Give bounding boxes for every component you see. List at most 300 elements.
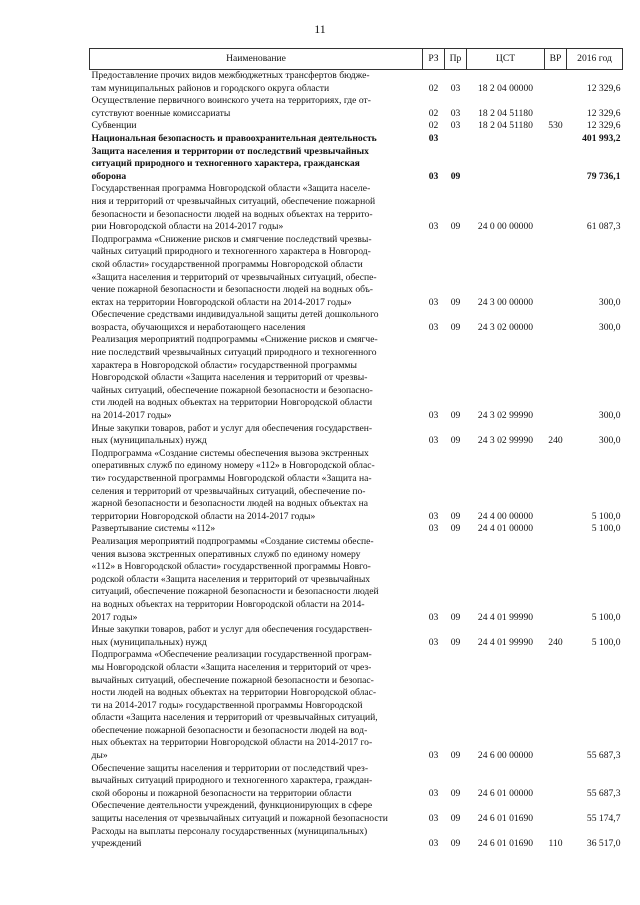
- row-name: ти на 2014-2017 годы» государственной программы Новгородской: [91, 699, 363, 711]
- row-vr: [545, 649, 567, 662]
- table-row: [90, 309, 623, 322]
- row-name: чение пожарной безопасности и безопасности людей на водных объ-: [91, 284, 373, 296]
- row-amount: 300,0: [598, 296, 621, 308]
- row-pr: 09: [450, 838, 461, 850]
- row-pr: [445, 599, 467, 612]
- row-pr: [445, 309, 467, 322]
- row-amount: [567, 775, 623, 788]
- row-amount: [567, 284, 623, 297]
- row-vr: 240: [548, 435, 563, 447]
- row-amount: [567, 146, 623, 159]
- row-name: Обеспечение защиты населения и территории от последствий чрез-: [91, 762, 369, 774]
- row-name: территории Новгородской области на 2014-2017 годы»: [91, 510, 316, 522]
- row-name: ской обороны и пожарной безопасности на территории области: [91, 787, 352, 799]
- header-rz: РЗ: [423, 49, 445, 70]
- row-name: оперативных служб по единому номеру «112» в Новгородской облас-: [91, 460, 375, 472]
- row-pr: 09: [450, 221, 461, 233]
- row-cst: [467, 486, 545, 499]
- table-row: [90, 372, 623, 385]
- row-vr: [545, 750, 567, 763]
- row-amount: [567, 486, 623, 499]
- row-amount: 5 100,0: [591, 510, 621, 522]
- row-name: Государственная программа Новгородской области «Защита населе-: [91, 183, 371, 195]
- row-pr: [445, 649, 467, 662]
- row-vr: [545, 108, 567, 121]
- row-name: Субвенции: [91, 120, 137, 132]
- row-name: Обеспечение средствами индивидуальной защиты детей дошкольного: [91, 309, 379, 321]
- table-row: [90, 662, 623, 675]
- row-amount: [567, 423, 623, 436]
- row-cst: [467, 171, 545, 184]
- row-name: Подпрограмма «Создание системы обеспечения вызова экстренных: [91, 447, 369, 459]
- row-amount: [567, 549, 623, 562]
- row-amount: [567, 397, 623, 410]
- table-row: [90, 322, 623, 335]
- row-amount: [567, 586, 623, 599]
- row-cst: [467, 473, 545, 486]
- table-row: [90, 486, 623, 499]
- row-vr: [545, 347, 567, 360]
- row-amount: [567, 561, 623, 574]
- row-vr: [545, 826, 567, 839]
- row-cst: 24 6 01 01690: [477, 838, 534, 850]
- row-pr: [445, 246, 467, 259]
- row-amount: 401 993,2: [582, 132, 621, 144]
- row-rz: [423, 737, 445, 750]
- table-row: [90, 246, 623, 259]
- table-row: [90, 599, 623, 612]
- table-row: [90, 120, 623, 133]
- row-amount: 79 736,1: [586, 170, 621, 182]
- row-cst: 24 6 01 00000: [477, 787, 534, 799]
- row-cst: 24 4 01 99990: [477, 636, 534, 648]
- row-amount: 61 087,3: [586, 221, 621, 233]
- row-rz: [423, 561, 445, 574]
- table-row: [90, 397, 623, 410]
- row-cst: 24 3 00 00000: [477, 296, 534, 308]
- row-pr: 09: [450, 611, 461, 623]
- row-amount: [567, 473, 623, 486]
- table-row: [90, 536, 623, 549]
- row-pr: [445, 460, 467, 473]
- row-amount: [567, 725, 623, 738]
- table-row: [90, 700, 623, 713]
- row-pr: [445, 423, 467, 436]
- row-amount: [567, 675, 623, 688]
- row-rz: [423, 687, 445, 700]
- row-pr: [445, 448, 467, 461]
- row-amount: [567, 234, 623, 247]
- row-rz: [423, 486, 445, 499]
- row-name: Подпрограмма «Обеспечение реализации государственной програм-: [91, 649, 372, 661]
- row-cst: [467, 133, 545, 146]
- table-row: [90, 158, 623, 171]
- row-name: Развертывание системы «112»: [91, 523, 216, 535]
- row-rz: 02: [428, 82, 439, 94]
- row-pr: [445, 272, 467, 285]
- row-pr: [445, 196, 467, 209]
- row-name: рии Новгородской области на 2014-2017 годы»: [91, 221, 284, 233]
- row-cst: [467, 662, 545, 675]
- row-amount: [567, 95, 623, 108]
- row-cst: [467, 284, 545, 297]
- row-cst: [467, 397, 545, 410]
- row-amount: [567, 360, 623, 373]
- row-cst: [467, 649, 545, 662]
- row-rz: [423, 284, 445, 297]
- row-cst: [467, 259, 545, 272]
- row-pr: 03: [450, 107, 461, 119]
- table-row: [90, 637, 623, 650]
- row-vr: [545, 171, 567, 184]
- row-vr: [545, 473, 567, 486]
- row-amount: [567, 712, 623, 725]
- table-row: [90, 133, 623, 146]
- row-vr: [545, 813, 567, 826]
- table-row: [90, 574, 623, 587]
- row-cst: [467, 70, 545, 83]
- row-amount: [567, 196, 623, 209]
- row-pr: 09: [450, 636, 461, 648]
- row-amount: [567, 246, 623, 259]
- row-rz: [423, 586, 445, 599]
- row-rz: [423, 775, 445, 788]
- row-name: сутствуют военные комиссариаты: [91, 107, 231, 119]
- row-rz: 02: [428, 107, 439, 119]
- row-pr: [445, 826, 467, 839]
- row-rz: [423, 196, 445, 209]
- row-pr: 09: [450, 321, 461, 333]
- row-rz: 03: [428, 787, 439, 799]
- row-vr: [545, 423, 567, 436]
- row-rz: [423, 675, 445, 688]
- row-rz: [423, 498, 445, 511]
- row-amount: [567, 385, 623, 398]
- row-cst: [467, 599, 545, 612]
- row-cst: 18 2 04 51180: [478, 107, 533, 119]
- row-amount: [567, 460, 623, 473]
- row-amount: [567, 372, 623, 385]
- row-pr: 09: [450, 813, 461, 825]
- table-row: [90, 737, 623, 750]
- row-rz: 03: [428, 221, 439, 233]
- row-amount: 12 329,6: [586, 120, 621, 132]
- row-cst: [467, 347, 545, 360]
- row-cst: [467, 234, 545, 247]
- row-rz: [423, 95, 445, 108]
- row-cst: [467, 183, 545, 196]
- row-vr: [545, 146, 567, 159]
- row-cst: [467, 158, 545, 171]
- row-name: Осуществление первичного воинского учета на территориях, где от-: [91, 95, 371, 107]
- row-amount: 300,0: [598, 321, 621, 333]
- budget-table: [89, 48, 623, 851]
- row-vr: 530: [548, 120, 563, 132]
- row-pr: [445, 700, 467, 713]
- row-amount: 55 174,7: [586, 813, 621, 825]
- row-amount: 5 100,0: [591, 636, 621, 648]
- row-cst: [467, 574, 545, 587]
- row-amount: [567, 70, 623, 83]
- row-amount: [567, 158, 623, 171]
- row-rz: [423, 662, 445, 675]
- row-rz: [423, 309, 445, 322]
- row-vr: [545, 70, 567, 83]
- table-row: [90, 750, 623, 763]
- row-name: ситуаций, обеспечение пожарной безопасности и безопасности людей: [91, 586, 379, 598]
- row-pr: [445, 360, 467, 373]
- table-row: [90, 435, 623, 448]
- row-cst: [467, 334, 545, 347]
- row-rz: [423, 473, 445, 486]
- row-vr: [545, 183, 567, 196]
- row-rz: [423, 536, 445, 549]
- row-vr: [545, 486, 567, 499]
- row-pr: [445, 133, 467, 146]
- row-rz: [423, 448, 445, 461]
- row-name: чайных ситуаций природного и техногенного характера в Новгород-: [91, 246, 371, 258]
- row-vr: [545, 334, 567, 347]
- table-row: [90, 763, 623, 776]
- table-row: [90, 234, 623, 247]
- row-pr: [445, 234, 467, 247]
- row-rz: [423, 725, 445, 738]
- table-row: [90, 221, 623, 234]
- row-amount: [567, 800, 623, 813]
- row-cst: [467, 209, 545, 222]
- row-cst: [467, 146, 545, 159]
- row-rz: [423, 624, 445, 637]
- row-name: ды»: [91, 750, 108, 762]
- row-cst: [467, 725, 545, 738]
- header-year: 2016 год: [567, 49, 623, 70]
- table-row: [90, 549, 623, 562]
- row-pr: [445, 372, 467, 385]
- row-amount: [567, 599, 623, 612]
- table-row: [90, 183, 623, 196]
- row-name: ской области» государственной программы Новгородской области: [91, 258, 363, 270]
- row-rz: [423, 700, 445, 713]
- row-pr: 09: [450, 170, 461, 182]
- table-row: [90, 523, 623, 536]
- row-name: вычайных ситуаций природного и техногенного характера, граждан-: [91, 775, 373, 787]
- row-pr: [445, 737, 467, 750]
- table-row: [90, 272, 623, 285]
- row-rz: [423, 146, 445, 159]
- row-cst: [467, 460, 545, 473]
- table-row: [90, 83, 623, 96]
- row-name: ности людей на водных объектах на территории Новгородской облас-: [91, 687, 377, 699]
- row-amount: 55 687,3: [586, 750, 621, 762]
- row-pr: 09: [450, 787, 461, 799]
- row-pr: 09: [450, 410, 461, 422]
- row-vr: [545, 259, 567, 272]
- row-vr: [545, 586, 567, 599]
- table-row: [90, 360, 623, 373]
- row-cst: [467, 763, 545, 776]
- row-pr: [445, 775, 467, 788]
- row-amount: 5 100,0: [591, 523, 621, 535]
- table-row: [90, 612, 623, 625]
- row-cst: [467, 448, 545, 461]
- row-name: ния и территорий от чрезвычайных ситуаций, обеспечение пожарной: [91, 195, 376, 207]
- row-amount: [567, 649, 623, 662]
- table-row: [90, 813, 623, 826]
- row-cst: [467, 800, 545, 813]
- table-row: [90, 725, 623, 738]
- row-amount: 300,0: [598, 435, 621, 447]
- row-rz: [423, 800, 445, 813]
- row-amount: [567, 209, 623, 222]
- row-rz: [423, 334, 445, 347]
- row-rz: [423, 460, 445, 473]
- row-vr: [545, 95, 567, 108]
- row-cst: 24 6 00 00000: [477, 750, 534, 762]
- row-cst: 24 6 01 01690: [477, 813, 534, 825]
- row-vr: [545, 662, 567, 675]
- row-name: селения и территорий от чрезвычайных ситуаций, обеспечение по-: [91, 485, 366, 497]
- row-rz: 03: [428, 296, 439, 308]
- row-pr: [445, 624, 467, 637]
- row-pr: [445, 687, 467, 700]
- row-rz: [423, 158, 445, 171]
- table-row: [90, 838, 623, 851]
- row-pr: 09: [450, 510, 461, 522]
- row-name: 2017 годы»: [91, 611, 138, 623]
- row-pr: [445, 486, 467, 499]
- row-amount: [567, 624, 623, 637]
- row-name: сти людей на водных объектах на территории Новгородской области: [91, 397, 373, 409]
- row-cst: [467, 360, 545, 373]
- row-vr: [545, 561, 567, 574]
- row-amount: 12 329,6: [586, 107, 621, 119]
- row-vr: [545, 788, 567, 801]
- row-pr: [445, 183, 467, 196]
- row-pr: [445, 473, 467, 486]
- row-name: жарной безопасности и безопасности людей на водных объектах на: [91, 498, 369, 510]
- row-rz: 03: [428, 523, 439, 535]
- row-vr: [545, 158, 567, 171]
- row-vr: [545, 763, 567, 776]
- row-pr: 09: [450, 523, 461, 535]
- row-rz: [423, 385, 445, 398]
- row-vr: [545, 800, 567, 813]
- row-amount: [567, 347, 623, 360]
- row-amount: 300,0: [598, 410, 621, 422]
- row-pr: [445, 70, 467, 83]
- row-amount: [567, 737, 623, 750]
- row-cst: 24 3 02 00000: [477, 321, 534, 333]
- row-name: Подпрограмма «Снижение рисков и смягчение последствий чрезвы-: [91, 233, 372, 245]
- row-cst: [467, 246, 545, 259]
- row-rz: [423, 574, 445, 587]
- row-amount: [567, 662, 623, 675]
- row-rz: 03: [428, 321, 439, 333]
- row-amount: 5 100,0: [591, 611, 621, 623]
- table-row: [90, 788, 623, 801]
- row-vr: [545, 511, 567, 524]
- row-rz: [423, 712, 445, 725]
- row-cst: 24 4 00 00000: [477, 510, 534, 522]
- row-vr: [545, 498, 567, 511]
- row-pr: [445, 397, 467, 410]
- row-vr: [545, 574, 567, 587]
- row-vr: [545, 372, 567, 385]
- row-pr: [445, 712, 467, 725]
- row-amount: [567, 687, 623, 700]
- row-pr: 03: [450, 120, 461, 132]
- row-vr: [545, 410, 567, 423]
- row-name: Иные закупки товаров, работ и услуг для обеспечения государствен-: [91, 422, 373, 434]
- row-name: Предоставление прочих видов межбюджетных трансфертов бюдже-: [91, 70, 370, 81]
- row-vr: [545, 209, 567, 222]
- row-pr: 09: [450, 435, 461, 447]
- row-name: ние последствий чрезвычайных ситуаций природного и техногенного: [91, 347, 377, 359]
- row-rz: 03: [428, 813, 439, 825]
- row-rz: [423, 423, 445, 436]
- header-name: Наименование: [90, 49, 423, 70]
- row-cst: [467, 536, 545, 549]
- row-rz: [423, 259, 445, 272]
- row-pr: 09: [450, 296, 461, 308]
- row-name: безопасности и безопасности людей на водных объектах на террито-: [91, 208, 373, 220]
- row-name: защиты населения от чрезвычайных ситуаций и пожарной безопасности: [91, 813, 388, 825]
- row-name: мы Новгородской области «Защита населения и территорий от чрез-: [91, 661, 372, 673]
- row-cst: [467, 385, 545, 398]
- row-vr: [545, 221, 567, 234]
- row-amount: [567, 700, 623, 713]
- row-name: Национальная безопасность и правоохранительная деятельность: [91, 132, 377, 144]
- row-name: чайных ситуаций, обеспечение пожарной безопасности и безопасно-: [91, 384, 373, 396]
- row-pr: [445, 574, 467, 587]
- row-cst: [467, 549, 545, 562]
- row-amount: [567, 574, 623, 587]
- row-name: ектах на территории Новгородской области на 2014-2017 годы»: [91, 296, 352, 308]
- row-cst: [467, 272, 545, 285]
- row-cst: 24 3 02 99990: [477, 435, 534, 447]
- table-row: [90, 171, 623, 184]
- row-amount: [567, 763, 623, 776]
- row-pr: [445, 284, 467, 297]
- row-name: учреждений: [91, 838, 142, 850]
- row-amount: 55 687,3: [586, 787, 621, 799]
- table-body: [90, 70, 623, 851]
- row-name: ти» государственной программы Новгородской области «Защита на-: [91, 473, 372, 484]
- row-rz: 03: [428, 410, 439, 422]
- row-name: области «Защита населения и территорий от чрезвычайных ситуаций,: [91, 712, 378, 724]
- row-amount: [567, 498, 623, 511]
- table-row: [90, 460, 623, 473]
- row-name: Защита населения и территории от последствий чрезвычайных: [91, 145, 369, 157]
- row-cst: [467, 196, 545, 209]
- row-name: вычайных ситуаций, обеспечение пожарной безопасности и безопас-: [91, 674, 374, 686]
- row-vr: [545, 397, 567, 410]
- row-name: обеспечение пожарной безопасности и безопасности людей на вод-: [91, 724, 368, 736]
- row-rz: [423, 599, 445, 612]
- row-name: Иные закупки товаров, работ и услуг для обеспечения государствен-: [91, 624, 373, 636]
- row-name: возраста, обучающихся и неработающего населения: [91, 321, 306, 333]
- row-vr: [545, 196, 567, 209]
- row-vr: [545, 712, 567, 725]
- header-cst: ЦСТ: [467, 49, 545, 70]
- row-amount: 12 329,6: [586, 82, 621, 94]
- row-rz: 03: [428, 435, 439, 447]
- row-pr: [445, 347, 467, 360]
- table-row: [90, 284, 623, 297]
- row-vr: [545, 272, 567, 285]
- row-rz: 03: [428, 510, 439, 522]
- row-name: на 2014-2017 годы»: [91, 410, 172, 422]
